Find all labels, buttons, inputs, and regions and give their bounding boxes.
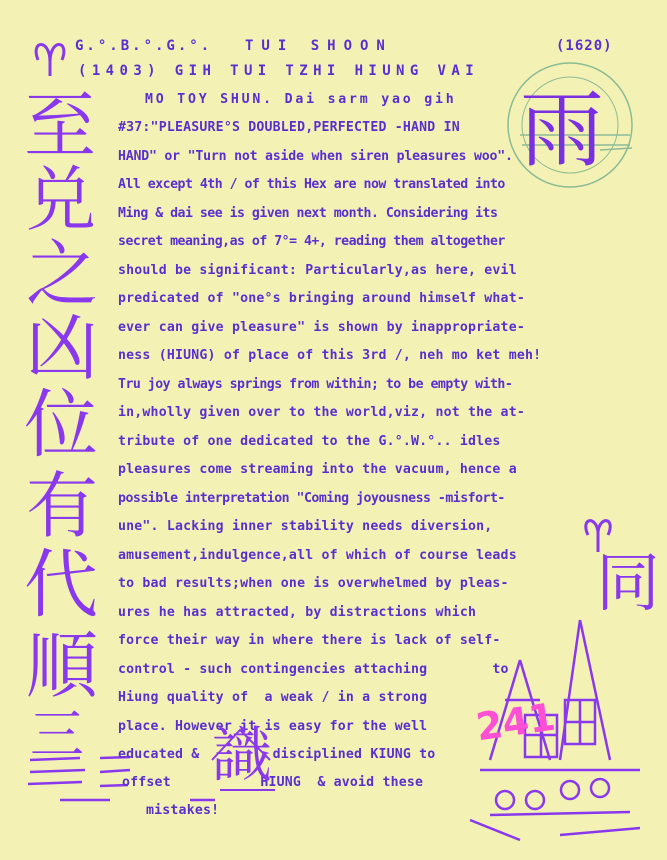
body-line: HAND" or "Turn not aside when siren pleasures woo". [118, 149, 513, 164]
body-line: mistakes! [146, 803, 220, 818]
body-line: All except 4th / of this Hex are now translated into [118, 177, 505, 192]
body-line: predicated of "one°s bringing around himself what- [118, 291, 525, 306]
body-line: ever can give pleasure" is shown by inappropriate- [118, 320, 525, 335]
body-line: ness (HIUNG) of place of this 3rd /, neh mo ket meh! [118, 348, 542, 363]
pink-annotation-number: 241 [473, 694, 559, 750]
calligraphy-char-bottom-center: 識 [212, 721, 272, 791]
calligraphy-char: 位 [24, 382, 98, 468]
body-line: to bad results;when one is overwhelmed by pleas- [118, 576, 509, 591]
body-line: should be significant: Particularly,as here, evil [118, 263, 517, 278]
body-line: in,wholly given over to the world,viz, not the at- [118, 405, 525, 420]
calligraphy-char: 三 [30, 703, 84, 766]
header-gbg: G.°.B.°.G.°. [75, 38, 213, 54]
body-line: control - such contingencies attaching to [118, 662, 509, 677]
header-number: (1620) [556, 38, 613, 54]
body-line: offset HIUNG & avoid these [122, 775, 424, 790]
calligraphy-char: 順 [26, 624, 99, 708]
body-line: Tru joy always springs from within; to be empty with- [118, 377, 513, 392]
header-subtitle: (1403) GIH TUI TZHI HIUNG VAI [78, 63, 480, 79]
body-line: possible interpretation "Coming joyousness -misfort- [118, 491, 505, 506]
body-line: une". Lacking inner stability needs diversion, [118, 519, 493, 534]
body-line: tribute of one dedicated to the G.°.W.°.. idles [118, 434, 501, 449]
body-line: educated & disciplined KIUNG to [118, 747, 436, 762]
body-line: place. However it is easy for the well [118, 719, 428, 734]
body-line: MO TOY SHUN. Dai sarm yao gih [145, 92, 457, 107]
calligraphy-char: 至 [24, 84, 97, 168]
calligraphy-char: 有 [26, 464, 99, 548]
body-line: amusement,indulgence,all of which of course leads [118, 548, 517, 563]
calligraphy-char: 之 [26, 232, 99, 316]
body-line: pleasures come streaming into the vacuum, hence a [118, 462, 517, 477]
body-line: force their way in where there is lack of self- [118, 633, 501, 648]
calligraphy-char: 代 [24, 542, 98, 628]
body-line: secret meaning,as of 7°= 4+, reading them altogether [118, 234, 505, 249]
calligraphy-char-right-margin: 同 [596, 547, 660, 621]
header-title: TUI SHOON [245, 38, 393, 54]
body-line: Hiung quality of a weak / in a strong [118, 690, 428, 705]
calligraphy-char-top-right: 雨 [520, 81, 605, 179]
aries-symbol-top [36, 45, 64, 77]
body-line: ures he has attracted, by distractions which [118, 605, 477, 620]
calligraphy-char: 兑 [26, 159, 96, 241]
body-line: #37:"PLEASURE°S DOUBLED,PERFECTED -HAND IN [118, 120, 460, 135]
body-line: Ming & dai see is given next month. Considering its [118, 206, 498, 221]
calligraphy-char: 凶 [26, 306, 99, 390]
